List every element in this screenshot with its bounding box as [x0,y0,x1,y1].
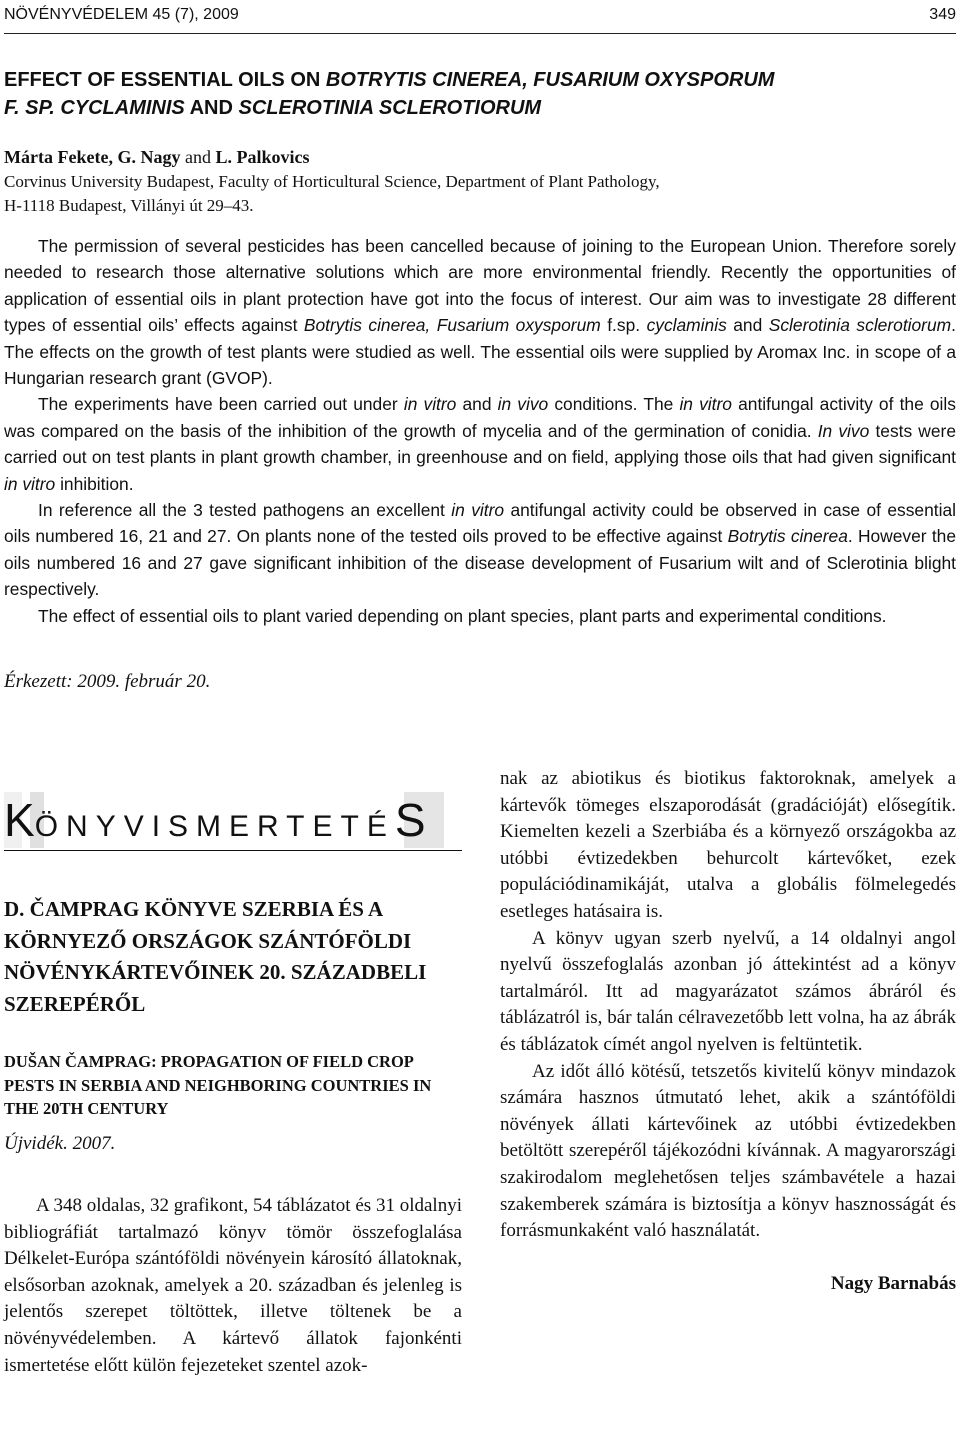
reviewer-signature: Nagy Barnabás [830,1272,956,1294]
journal-citation: NÖVÉNYVÉDELEM 45 (7), 2009 [4,6,239,23]
affiliation: Corvinus University Budapest, Faculty of Horticultural Science, Department of Plant Pathology, H-1118 Budapest, Villányi út 29–43. [4,172,660,215]
abstract-paragraph-4: The effect of essential oils to plant varied depending on plant species, plant parts and experimental conditions. [38,605,887,626]
header-rule [4,33,956,34]
authors: Márta Fekete, G. Nagy and L. Palkovics [4,147,310,167]
article [4,66,956,696]
article-title: EFFECT OF ESSENTIAL OILS ON BOTRYTIS CINEREA, FUSARIUM OXYSPORUM F. SP. CYCLAMINIS AND SCLEROTINIA SCLEROTIORUM [4,69,775,119]
book-title-english: DUŠAN ČAMPRAG: PROPAGATION OF FIELD CROP PESTS IN SERBIA AND NEIGHBORING COUNTRIES IN THE 20TH CENTURY [4,1052,432,1118]
received-date: Érkezett: 2009. február 20. [4,671,211,693]
page-number: 349 [929,6,956,23]
review-paragraph-1: A 348 oldalas, 32 grafikont, 54 táblázatot és 31 oldalnyi bibliográfiát tartalmazó könyv tömör összefoglalása Délkelet-Európa szántóföldi növényein károsító állatoknak, elsősorban azoknak, amelyek a 20. században és jelenleg is jelentős szerepet töltöttek, illetve töltenek be a növényvédelemben. A kártevő állatok fajonkénti ismertetése előtt külön fejezeteket szentel azok- [4,1195,462,1376]
abstract-paragraph-2: The experiments have been carried out under in vitro and in vivo conditions. The in vitro antifungal activity of the oils was compared on the basis of the inhibition of the growth of mycelia and of the germination of conidia. In vivo tests were carried out on test plants in plant growth chamber, in greenhouse and on field, applying those oils that had given significant in vitro inhibition. [4,394,956,494]
review-paragraph-2: A könyv ugyan szerb nyelvű, a 14 oldalnyi angol nyelvű összefoglalás azonban jó áttekintést ad a könyv tartalmáról. Itt ad magyarázatot számos ábráról és táblázatról is, bár talán célravezetőbb lett volna, ha az ábrák és táblázatok címét angol nyelven is feltüntetik. [500,927,956,1055]
abstract-paragraph-3: In reference all the 3 tested pathogens an excellent in vitro antifungal activity could be observed in case of essential oils numbered 16, 21 and 27. On plants none of the tested oils proved to be effective against Botrytis cinerea. However the oils numbered 16 and 27 gave significant inhibition of the disease development of Fusarium wilt and of Sclerotinia blight respectively. [4,500,957,600]
section-heading-rule [4,850,462,851]
review-right-column [500,766,956,1297]
abstract-paragraph-1: The permission of several pesticides has been cancelled because of joining to the European Union. Therefore sorely needed to research those alternative solutions which are more environmental friendly. Recently the opportunities of application of essential oils in plant protection have got into the focus of interest. Our aim was to investigate 28 different types of essential oils’ effects against Botrytis cinerea, Fusarium oxysporum f.sp. cyclaminis and Sclerotinia sclerotiorum. The effects on the growth of test plants were studied as well. The essential oils were supplied by Aromax Inc. in scope of a Hungarian research grant (GVOP). [4,236,956,389]
review-paragraph-1-continued: nak az abiotikus és biotikus faktoroknak, amelyek a kártevők tömeges elszaporodását (gradációját) elősegítik. Kiemelten kezeli a Szerbiába és a környező országokba az utóbbi évtizedekben behurcolt kártevőket, ezek populációdinamikáját, utalva a globális fölmelegedés esetleges hatásaira is. [500,768,956,922]
review-left-column [4,790,462,1379]
review-paragraph-3: Az időt álló kötésű, tetszetős kivitelű könyv mindazok számára hasznos útmutató lehet, akik a szántóföldi növények állati kártevőinek az utóbbi évtizedekben betöltött szerepéről tájékozódni kívánnak. A magyarországi szakirodalom meglehetősen teljes számbavétele a hazai szakemberek számára is biztosítja a könyv hasznosságát és forrásmunkaként való használatát. [500,1060,956,1242]
section-heading: KÖNYVISMERTETÉS [4,790,462,858]
abstract [4,233,956,629]
publication-place: Újvidék. 2007. [4,1132,116,1154]
book-title: D. ČAMPRAG KÖNYVE SZERBIA ÉS A KÖRNYEZŐ ORSZÁGOK SZÁNTÓFÖLDI NÖVÉNYKÁRTEVŐINEK 20. SZÁZADBELI SZEREPÉRŐL [4,897,427,1016]
running-header [4,4,956,30]
